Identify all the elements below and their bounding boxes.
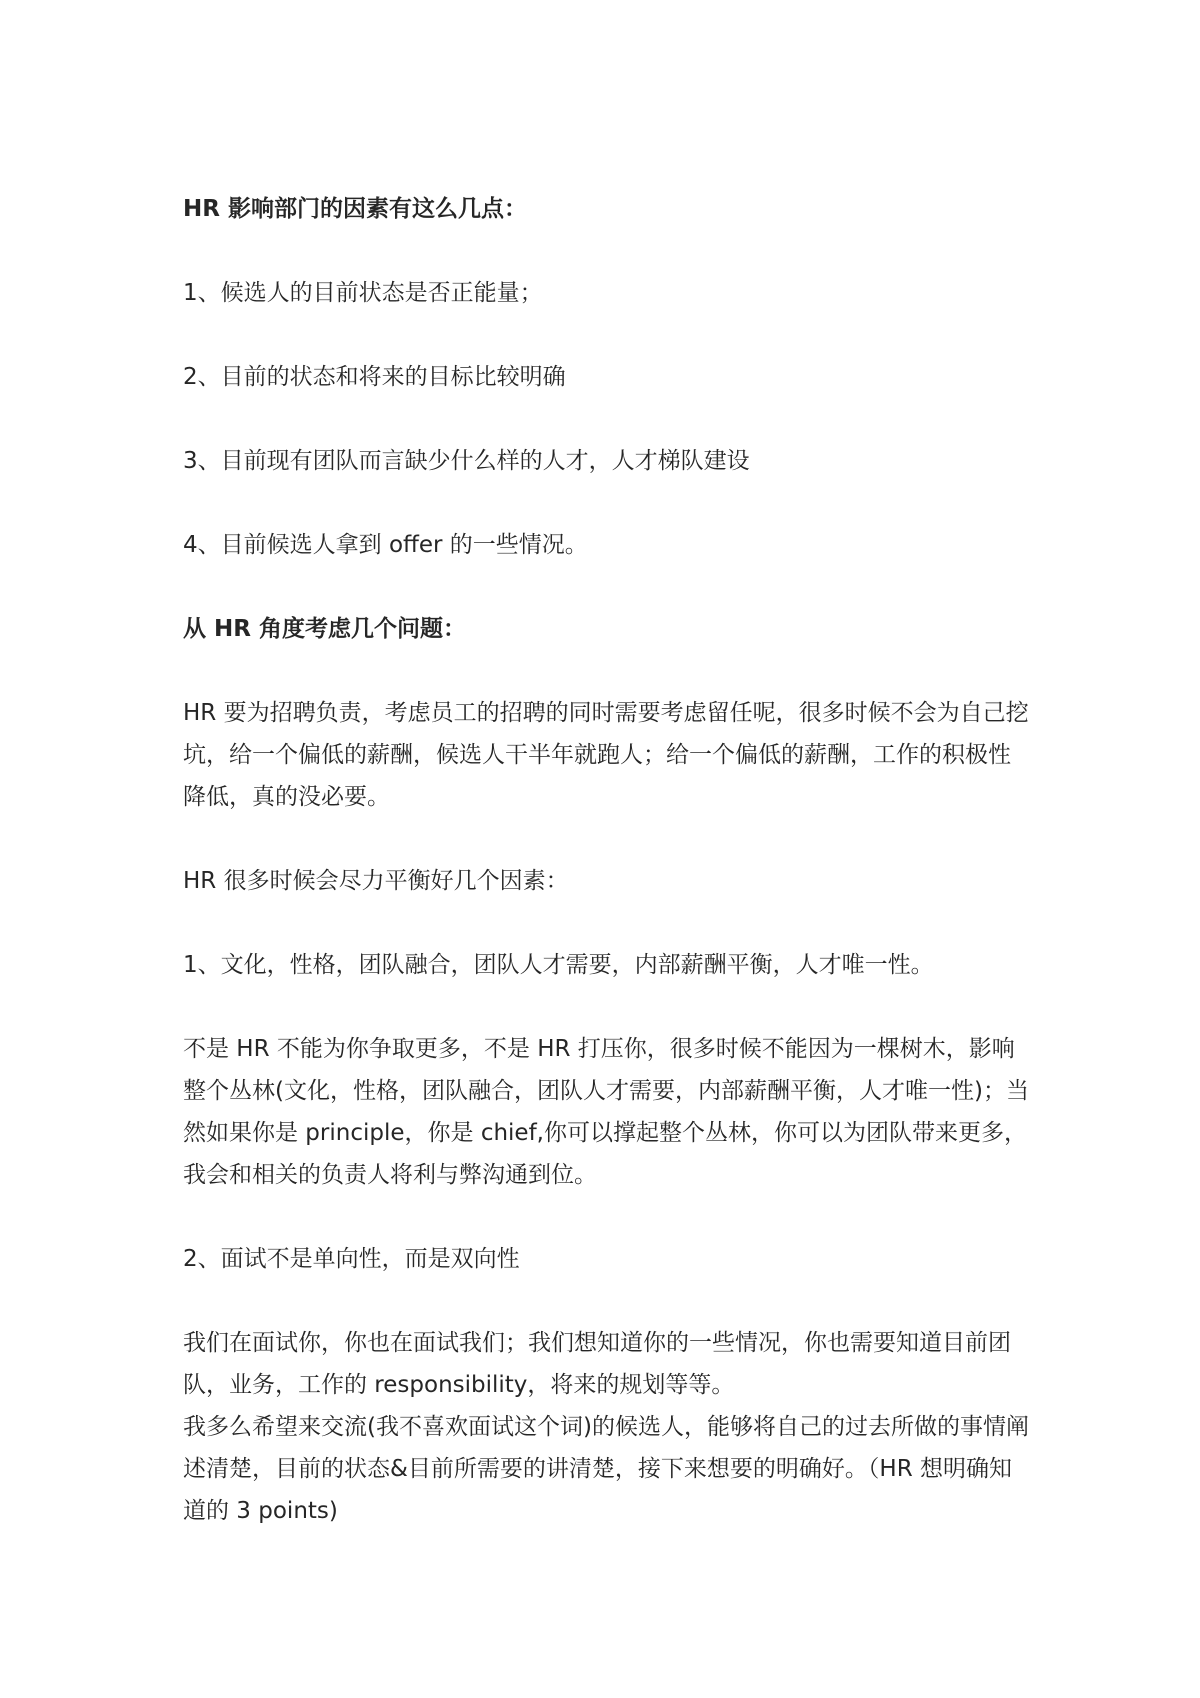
document-body xyxy=(183,188,1033,1532)
list-item: 3、目前现有团队而言缺少什么样的人才，人才梯队建设 xyxy=(183,448,750,474)
paragraph-hr-responsibility: HR 要为招聘负责，考虑员工的招聘的同时需要考虑留任呢，很多时候不会为自己挖坑，给一个偏低的薪酬，候选人干半年就跑人；给一个偏低的薪酬，工作的积极性降低，真的没必要。 xyxy=(183,700,1029,810)
point-two-way-interview: 2、面试不是单向性，而是双向性 xyxy=(183,1246,520,1272)
paragraph-forest: 不是 HR 不能为你争取更多，不是 HR 打压你，很多时候不能因为一棵树木，影响整个丛林(文化，性格，团队融合，团队人才需要，内部薪酬平衡，人才唯一性)；当然如果你是 principle，你是 chief,你可以撑起整个丛林，你可以为团队带来更多，我会和相关的负责人将利与弊沟通到位。 xyxy=(183,1036,1029,1188)
list-item: 2、目前的状态和将来的目标比较明确 xyxy=(183,364,566,390)
paragraph-hr-balance: HR 很多时候会尽力平衡好几个因素： xyxy=(183,868,569,894)
point-culture: 1、文化，性格，团队融合，团队人才需要，内部薪酬平衡，人才唯一性。 xyxy=(183,952,934,978)
list-item: 4、目前候选人拿到 offer 的一些情况。 xyxy=(183,532,588,558)
section-heading-hr-perspective: 从 HR 角度考虑几个问题： xyxy=(183,616,466,642)
paragraph-candidate-hope: 我多么希望来交流(我不喜欢面试这个词)的候选人，能够将自己的过去所做的事情阐述清楚，目前的状态&目前所需要的讲清楚，接下来想要的明确好。（HR 想明确知道的 3 points) xyxy=(183,1414,1029,1524)
section-heading-department-factors: HR 影响部门的因素有这么几点： xyxy=(183,196,527,222)
paragraph-interview-mutual: 我们在面试你，你也在面试我们；我们想知道你的一些情况，你也需要知道目前团队，业务，工作的 responsibility，将来的规划等等。 xyxy=(183,1330,1011,1398)
list-item: 1、候选人的目前状态是否正能量； xyxy=(183,280,543,306)
